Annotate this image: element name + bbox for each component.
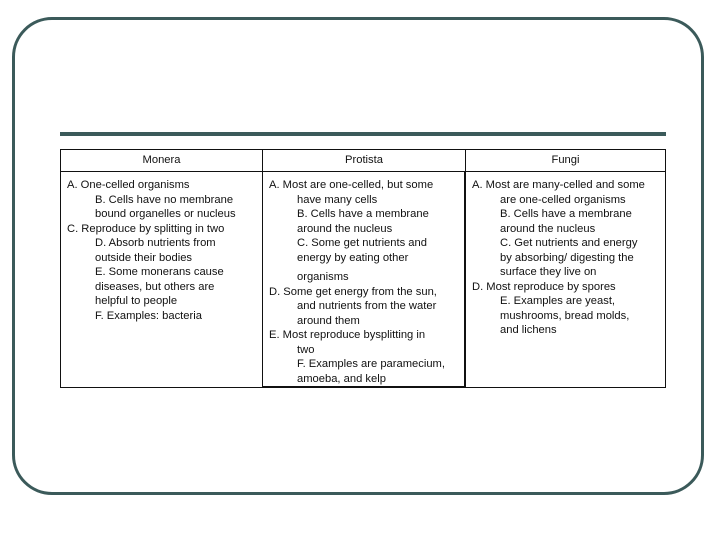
cell-fungi bbox=[466, 172, 666, 388]
fungi-line: surface they live on bbox=[500, 266, 597, 278]
protista-line: around the nucleus bbox=[297, 222, 393, 235]
monera-line: helpful to people bbox=[95, 295, 178, 307]
protista-line: E. Most reproduce bysplitting in bbox=[269, 329, 426, 341]
fungi-line: and lichens bbox=[500, 324, 557, 336]
monera-line: diseases, but others are bbox=[95, 280, 215, 293]
header-monera: Monera bbox=[61, 150, 263, 172]
title-rule bbox=[60, 132, 666, 136]
protista-line: amoeba, and kelp bbox=[297, 372, 386, 385]
kingdom-table bbox=[60, 149, 666, 388]
protista-line: D. Some get energy from the sun, bbox=[269, 285, 437, 298]
protista-line: have many cells bbox=[297, 193, 378, 206]
fungi-line: around the nucleus bbox=[500, 222, 596, 235]
fungi-line: E. Examples are yeast, bbox=[500, 295, 616, 307]
header-fungi: Fungi bbox=[466, 150, 666, 172]
fungi-line: are one-celled organisms bbox=[500, 193, 626, 206]
cell-protista bbox=[263, 172, 466, 388]
monera-line: E. Some monerans cause bbox=[95, 266, 224, 278]
monera-line: outside their bodies bbox=[95, 251, 193, 264]
fungi-line: by absorbing/ digesting the bbox=[500, 251, 634, 264]
monera-line: D. Absorb nutrients from bbox=[95, 237, 216, 249]
fungi-line: A. Most are many-celled and some bbox=[472, 179, 645, 191]
monera-line: F. Examples: bacteria bbox=[95, 309, 202, 322]
protista-line: F. Examples are paramecium, bbox=[297, 358, 445, 370]
monera-line: C. Reproduce by splitting in two bbox=[67, 222, 225, 235]
protista-line: energy by eating other bbox=[297, 251, 409, 264]
protista-line: B. Cells have a membrane bbox=[297, 208, 429, 220]
monera-line: B. Cells have no membrane bbox=[95, 193, 234, 206]
monera-line: A. One-celled organisms bbox=[67, 179, 190, 191]
protista-line: A. Most are one-celled, but some bbox=[269, 179, 434, 191]
protista-line: organisms bbox=[297, 271, 349, 283]
protista-line: around them bbox=[297, 314, 360, 327]
fungi-line: B. Cells have a membrane bbox=[500, 208, 632, 220]
protista-line: two bbox=[297, 343, 315, 356]
protista-line: C. Some get nutrients and bbox=[297, 237, 427, 249]
fungi-line: C. Get nutrients and energy bbox=[500, 237, 638, 249]
fungi-line: mushrooms, bread molds, bbox=[500, 309, 630, 322]
cell-monera bbox=[61, 172, 263, 388]
monera-line: bound organelles or nucleus bbox=[95, 208, 236, 220]
protista-line: and nutrients from the water bbox=[297, 300, 437, 312]
fungi-line: D. Most reproduce by spores bbox=[472, 280, 616, 293]
header-protista: Protista bbox=[263, 150, 466, 172]
